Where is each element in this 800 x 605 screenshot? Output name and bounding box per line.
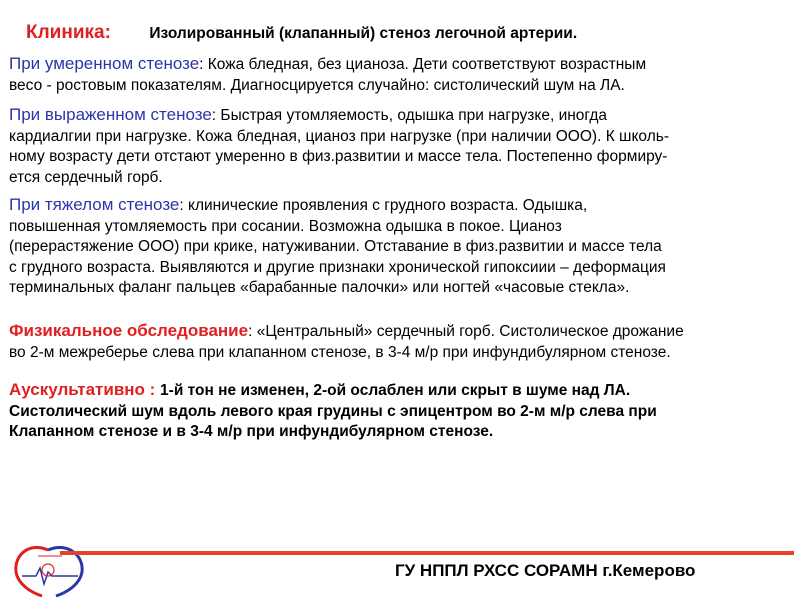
- severe-stenosis-paragraph: [9, 195, 794, 299]
- auscultation-line-2: Систолический шум вдоль левого края грудины с эпицентром во 2-м м/р слева при: [9, 402, 657, 420]
- footer-divider: [60, 551, 794, 555]
- slide-title: Изолированный (клапанный) стеноз легочной артерии.: [149, 25, 578, 42]
- pronounced-line-1: : Быстрая утомляемость, одышка при нагрузке, иногда: [211, 107, 608, 124]
- pronounced-line-4: ется сердечный горб.: [9, 168, 163, 186]
- physical-line-1: : «Центральный» сердечный горб. Систолическое дрожание: [248, 323, 684, 340]
- pronounced-stenosis-paragraph: [9, 105, 794, 188]
- section-label-clinic: Клиника:: [26, 22, 111, 43]
- auscultation-paragraph: [9, 380, 794, 443]
- physical-exam-paragraph: [9, 321, 794, 363]
- heart-logo-icon: [8, 540, 94, 600]
- moderate-line-1: : Кожа бледная, без цианоза. Дети соответствуют возрастным: [199, 56, 647, 73]
- auscultation-line-1: 1-й тон не изменен, 2-ой ослаблен или скрыт в шуме над ЛА.: [160, 382, 631, 399]
- auscultation-line-3: Клапанном стенозе и в 3-4 м/р при инфундибулярном стенозе.: [9, 423, 494, 440]
- moderate-line-2: весо - ростовым показателям. Диагносцируется случайно: систолический шум на ЛА.: [9, 76, 625, 94]
- pronounced-line-2: кардиалгии при нагрузке. Кожа бледная, цианоз при нагрузке (при наличии ООО). К школь-: [9, 127, 669, 145]
- severe-line-3: (перерастяжение ООО) при крике, натуживании. Отставание в физ.развитии и массе тела: [9, 238, 662, 255]
- physical-exam-label: Физикальное обследование: [9, 321, 249, 340]
- moderate-stenosis-paragraph: [9, 54, 794, 96]
- institute-logo: [8, 540, 94, 600]
- auscultation-label: Аускультативно :: [9, 380, 161, 399]
- severe-stenosis-label: При тяжелом стенозе: [9, 195, 180, 214]
- severe-line-1: : клинические проявления с грудного возраста. Одышка,: [179, 197, 588, 214]
- severe-line-5: терминальных фаланг пальцев «барабанные палочки» или ногтей «часовые стекла».: [9, 279, 630, 296]
- severe-line-2: повышенная утомляемость при сосании. Возможна одышка в покое. Цианоз: [9, 217, 562, 235]
- physical-line-2: во 2-м межреберье слева при клапанном стенозе, в 3-4 м/р при инфундибулярном стенозе.: [9, 343, 671, 361]
- moderate-stenosis-label: При умеренном стенозе: [9, 54, 200, 73]
- severe-line-4: с грудного возраста. Выявляются и другие признаки хронической гипоксиии – деформация: [9, 258, 666, 276]
- slide-header: [26, 22, 577, 44]
- pronounced-line-3: ному возрасту дети отстают умеренно в физ.развитии и массе тела. Постепенно формиру-: [9, 148, 668, 165]
- pronounced-stenosis-label: При выраженном стенозе: [9, 105, 212, 124]
- footer-institution: ГУ НППЛ РХСС СОРАМН г.Кемерово: [395, 561, 696, 580]
